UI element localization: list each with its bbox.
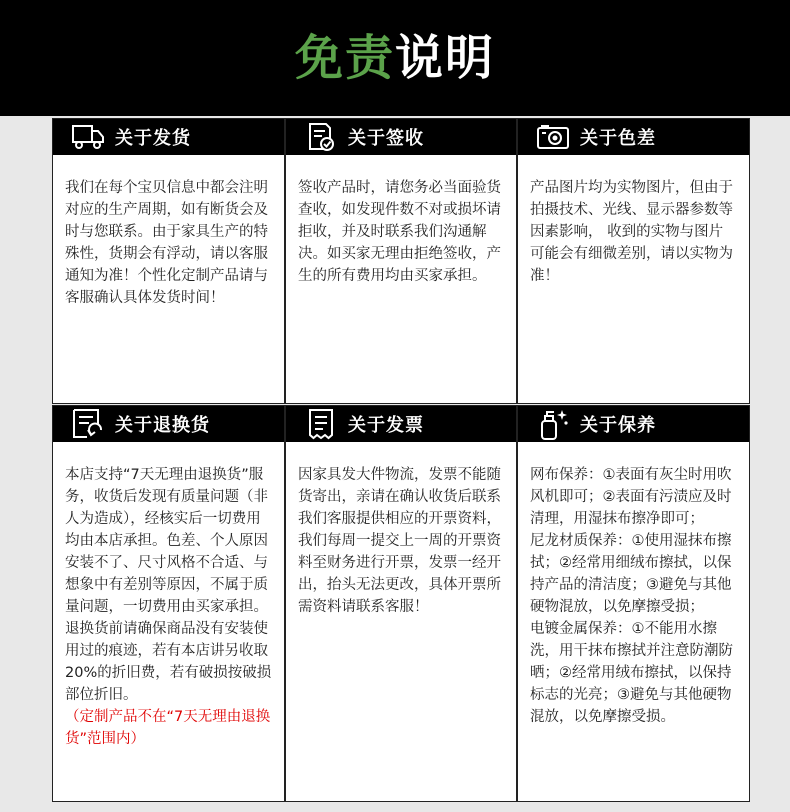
receipt-icon bbox=[304, 409, 338, 439]
card-title: 关于色差 bbox=[580, 128, 656, 149]
truck-icon bbox=[71, 122, 105, 152]
custom-product-note: （定制产品不在“7天无理由退换货”范围内） bbox=[65, 709, 271, 747]
card-text: 产品图片均为实物图片，但由于拍摄技术、光线、显示器参数等因素影响， 收到的实物与图片可能会有细微差别，请以实物为准！ bbox=[530, 180, 733, 284]
card-shipping bbox=[52, 118, 285, 404]
card-header bbox=[53, 406, 284, 442]
card-header bbox=[286, 406, 516, 442]
page-title: 免责说明 bbox=[294, 30, 496, 86]
card-maintenance bbox=[517, 405, 750, 802]
card-body bbox=[286, 155, 516, 297]
return-document-icon bbox=[71, 409, 105, 439]
card-header bbox=[518, 119, 749, 155]
card-color-difference bbox=[517, 118, 750, 404]
card-title: 关于签收 bbox=[348, 128, 424, 149]
header-banner bbox=[0, 0, 790, 116]
card-title: 关于退换货 bbox=[115, 415, 210, 436]
card-text-metal: 电镀金属保养：①不能用水擦洗，用干抹布擦拭并注意防潮防晒；②经常用绒布擦拭，以保持标志的光亮；③避免与其他硬物混放，以免摩擦受损。 bbox=[530, 621, 733, 725]
card-body bbox=[53, 442, 284, 760]
card-header bbox=[286, 119, 516, 155]
card-title: 关于保养 bbox=[580, 415, 656, 436]
card-text: 本店支持“7天无理由退换货”服务，收货后发现有质量问题（非人为造成），经核实后一切费用均由本店承担。色差、个人原因安装不了、尺寸风格不合适、与想象中有差别等原因，不属于质量问题，一切费用由买家承担。退换货前请确保商品没有安装使用过的痕迹，若有本店讲另收取20%的折旧费，若有破损按破损部位折旧。 bbox=[65, 467, 272, 703]
card-body bbox=[286, 442, 516, 628]
camera-icon bbox=[536, 122, 570, 152]
card-body bbox=[518, 155, 749, 297]
signed-document-icon bbox=[304, 122, 338, 152]
card-header bbox=[53, 119, 284, 155]
card-invoice bbox=[285, 405, 517, 802]
card-text: 因家具发大件物流，发票不能随货寄出，亲请在确认收货后联系我们客服提供相应的开票资料，我们每周一提交上一周的开票资料至财务进行开票，发票一经开出，抬头无法更改，具体开票所需资料请联系客服！ bbox=[298, 467, 501, 615]
card-signing bbox=[285, 118, 517, 404]
card-title: 关于发货 bbox=[115, 128, 191, 149]
card-header bbox=[518, 406, 749, 442]
card-returns bbox=[52, 405, 285, 802]
card-text: 我们在每个宝贝信息中都会注明对应的生产周期，如有断货会及时与您联系。由于家具生产的特殊性，货期会有浮动，请以客服通知为准！个性化定制产品请与客服确认具体发货时间！ bbox=[65, 180, 268, 306]
card-text-nylon: 尼龙材质保养：①使用湿抹布擦拭；②经常用细绒布擦拭，以保持产品的清洁度；③避免与其他硬物混放，以免摩擦受损； bbox=[530, 533, 732, 615]
spray-bottle-icon bbox=[536, 409, 570, 439]
card-title: 关于发票 bbox=[348, 415, 424, 436]
card-body bbox=[53, 155, 284, 319]
card-body bbox=[518, 442, 749, 738]
card-text-mesh: 网布保养：①表面有灰尘时用吹风机即可；②表面有污渍应及时清理，用湿抹布擦净即可； bbox=[530, 467, 732, 527]
card-text: 签收产品时，请您务必当面验货查收，如发现件数不对或损坏请拒收，并及时联系我们沟通解决。如买家无理由拒绝签收，产生的所有费用均由买家承担。 bbox=[298, 180, 501, 284]
